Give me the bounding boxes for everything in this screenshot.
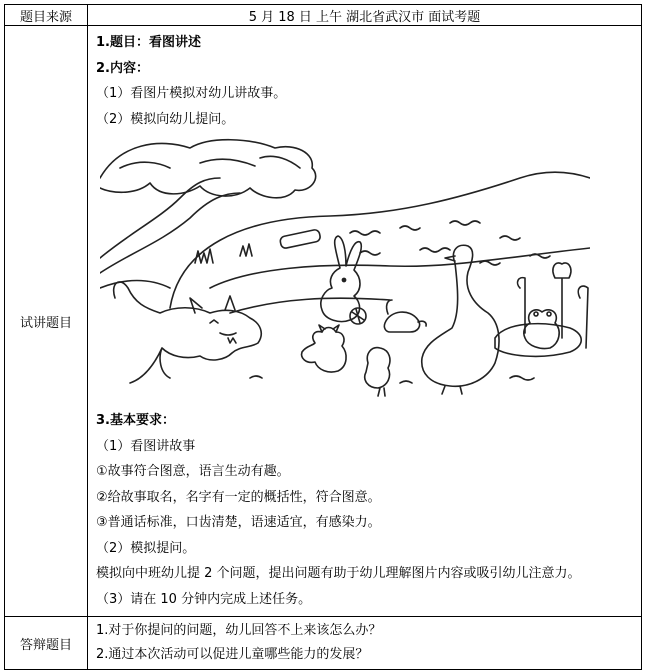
topic-title: 1.题目：看图讲述 [96,35,201,50]
lotus-leaf [495,324,581,357]
wolf [114,282,262,383]
tree-canopy [100,140,316,198]
defense-question: 2.通过本次活动可以促进儿童哪些能力的发展？ [96,647,369,662]
requirements-heading: 3.基本要求： [96,413,175,428]
floating-log [279,229,321,249]
chick [365,348,390,396]
main-content [88,26,641,616]
frog [524,310,559,349]
content-heading: 2.内容： [96,60,149,76]
main-content-cell [88,26,642,617]
requirement-line: （1）看图讲故事 [96,438,196,454]
main-row [5,26,642,617]
requirement-line: （3）请在 10 分钟内完成上述任务。 [96,591,312,607]
source-value: 5 月 18 日 上午 湖北省武汉市 面试考题 [88,5,642,26]
defense-row [5,617,642,670]
requirement-line: ③普通话标准，口齿清楚，语速适宜，有感染力。 [96,515,381,530]
storybook-illustration-icon [100,138,590,400]
requirement-line: （2）模拟提问。 [96,540,196,556]
hill-line [170,172,590,308]
defense-content-cell [88,617,642,670]
defense-question: 1.对于你提问的问题，幼儿回答不上来该怎么办？ [96,623,382,638]
kitten [302,328,346,372]
defense-label: 答辩题目 [5,617,88,670]
content-item: （1）看图片模拟对幼儿讲故事。 [96,86,287,101]
content-item: （2）模拟向幼儿提问。 [96,111,235,127]
header-row [5,5,642,26]
defense-questions [88,617,641,669]
main-label: 试讲题目 [5,26,88,617]
goose [422,245,499,386]
source-label: 题目来源 [5,5,88,26]
requirement-line: ②给故事取名，名字有一定的概括性，符合图意。 [96,489,381,505]
exam-table [4,4,642,670]
turtle [384,312,426,332]
requirement-line: 模拟向中班幼儿提 2 个问题，提出问题有助于幼儿理解图片内容或吸引幼儿注意力。 [96,566,581,581]
requirement-line: ①故事符合图意，语言生动有趣。 [96,464,290,479]
